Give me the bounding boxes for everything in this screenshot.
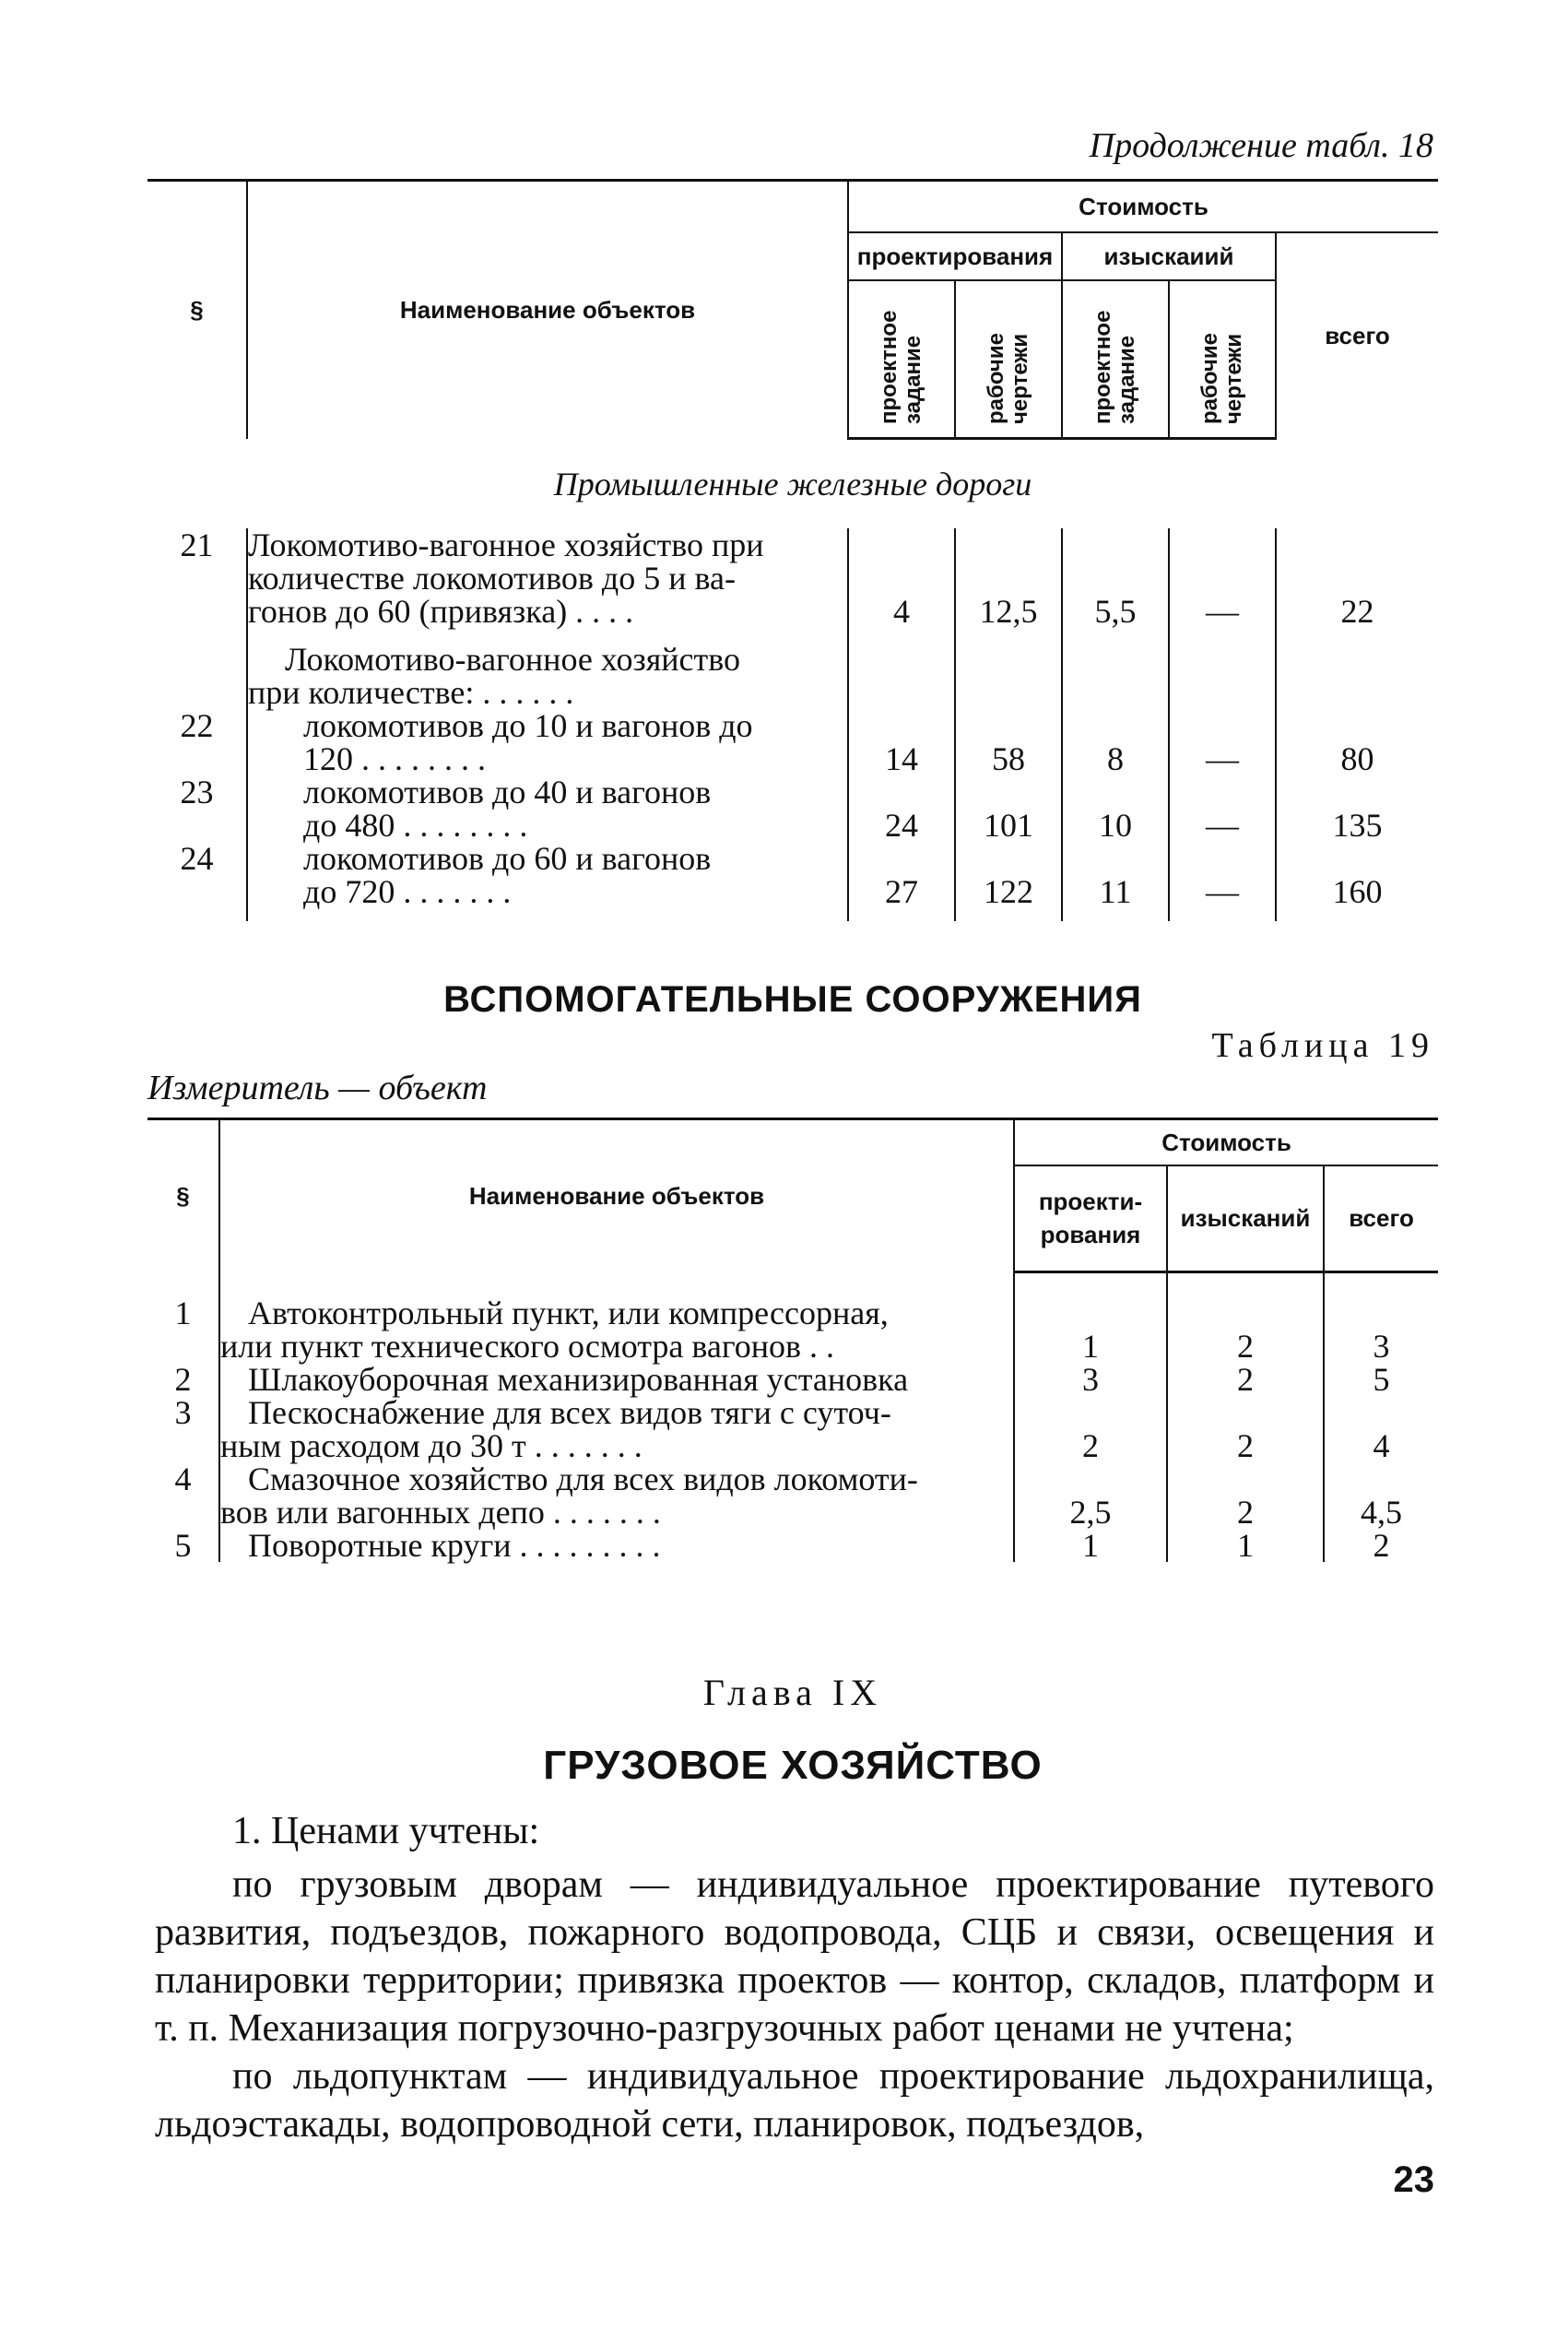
- name-line: Локомотиво-вагонное хозяйство: [285, 641, 740, 678]
- header-survey-drawings: рабочие чертежи: [1197, 332, 1246, 424]
- table-row: [147, 775, 1438, 842]
- cell-design-task: 24: [848, 775, 955, 842]
- cell-total: 4,5: [1324, 1462, 1438, 1529]
- header-cost: Стоимость: [1014, 1119, 1438, 1165]
- name-line: вов или вагонных депо . . . . . . .: [220, 1493, 661, 1531]
- object-name: [219, 1393, 1014, 1464]
- name-line: Поворотные круги . . . . . . . . .: [248, 1526, 661, 1564]
- cell-design: 3: [1014, 1363, 1167, 1396]
- header-total: всего: [1324, 1165, 1438, 1272]
- header-paragraph: §: [147, 181, 247, 439]
- row-number: 23: [180, 774, 214, 810]
- cell-survey-drawings: —: [1169, 775, 1276, 842]
- name-line: Автоконтрольный пункт, или компрессорная,: [248, 1294, 889, 1331]
- section-title: Промышленные железные дороги: [553, 466, 1032, 503]
- cell-survey: 1: [1167, 1529, 1324, 1562]
- cell-total: 4: [1324, 1396, 1438, 1462]
- table-row: [147, 1396, 1438, 1462]
- row-number: 24: [180, 840, 214, 877]
- row-number: 5: [174, 1526, 192, 1564]
- name-line: 120 . . . . . . . .: [303, 740, 486, 777]
- table-row: [147, 1529, 1438, 1562]
- cell-survey-task: 5,5: [1062, 528, 1169, 628]
- header-design-drawings: рабочие чертежи: [984, 332, 1032, 424]
- header-design-task: проектное задание: [877, 310, 925, 424]
- cell-survey-drawings: —: [1169, 528, 1276, 628]
- cell-survey: 2: [1167, 1296, 1324, 1363]
- cell-design: 2,5: [1014, 1462, 1167, 1529]
- table-19: [147, 1118, 1438, 1562]
- cell-total: 2: [1324, 1529, 1438, 1562]
- cell-design-drawings: 58: [955, 709, 1062, 775]
- table-row: [147, 842, 1438, 908]
- cell-total: 135: [1276, 775, 1438, 842]
- table-18: [147, 179, 1438, 921]
- paragraph: 1. Ценами учтены:: [232, 1810, 540, 1852]
- object-name: [219, 1296, 1014, 1363]
- cell-total: 5: [1324, 1363, 1438, 1396]
- table-19-label: Таблица 19: [1211, 1026, 1434, 1065]
- object-name: [247, 709, 848, 775]
- object-name: [247, 775, 848, 842]
- name-line: локомотивов до 60 и вагонов: [303, 840, 712, 877]
- header-survey: изысканий: [1167, 1165, 1324, 1272]
- cell-design-drawings: 122: [955, 842, 1062, 908]
- table-row: [147, 628, 1438, 709]
- aux-structures-heading: ВСПОМОГАТЕЛЬНЫЕ СООРУЖЕНИЯ: [443, 979, 1142, 1020]
- name-line: ным расходом до 30 т . . . . . . .: [220, 1426, 643, 1464]
- cell-design-drawings: 101: [955, 775, 1062, 842]
- table-continuation-caption: Продолжение табл. 18: [1089, 126, 1433, 165]
- paragraph: по грузовым дворам — индивидуальное проектирование путевого развития, подъездов, пожарного водопровода, СЦБ и связи, освещения и планировки территории; привязка проектов — контор, складов, платформ и т. п. Механизация погрузочно-разгрузочных работ ценами не учтена;: [155, 1863, 1434, 2050]
- row-number: 2: [174, 1360, 192, 1398]
- cell-design-task: 4: [848, 528, 955, 628]
- header-design: проектирования: [848, 232, 1062, 280]
- cell-design: 2: [1014, 1396, 1167, 1462]
- object-name: [247, 528, 848, 628]
- object-name: [219, 1526, 1014, 1564]
- row-number: 21: [180, 526, 214, 563]
- cell-design-task: 27: [848, 842, 955, 908]
- name-line: Смазочное хозяйство для всех видов локомоти-: [248, 1460, 918, 1497]
- chapter-label: Глава IX: [702, 1672, 883, 1713]
- table-row: [147, 1363, 1438, 1396]
- name-line: при количестве: . . . . . .: [248, 674, 574, 711]
- cell-survey-drawings: —: [1169, 709, 1276, 775]
- cell-survey-drawings: —: [1169, 842, 1276, 908]
- table-row: [147, 709, 1438, 775]
- header-cost: Стоимость: [848, 181, 1438, 232]
- measure-unit: Измеритель — объект: [147, 1069, 488, 1107]
- name-line: гонов до 60 (привязка) . . . .: [248, 593, 634, 630]
- paragraph: по льдопунктам — индивидуальное проектирование льдохранилища, льдоэстакады, водопроводной сети, планировок, подъездов,: [155, 2055, 1434, 2146]
- cell-survey-task: 8: [1062, 709, 1169, 775]
- page-number: 23: [1393, 2159, 1434, 2200]
- header-design: проекти-рования: [1014, 1165, 1167, 1272]
- cell-total: 3: [1324, 1296, 1438, 1363]
- name-line: Локомотиво-вагонное хозяйство при: [248, 526, 764, 563]
- name-line: Шлакоуборочная механизированная установка: [248, 1360, 909, 1398]
- name-line: локомотивов до 10 и вагонов до: [303, 707, 753, 744]
- cell-total: 80: [1276, 709, 1438, 775]
- row-number: 1: [174, 1294, 192, 1331]
- header-survey: изыскаиий: [1062, 232, 1276, 280]
- cell-survey: 2: [1167, 1462, 1324, 1529]
- table-row: [147, 528, 1438, 628]
- body-text: [155, 1807, 1434, 2148]
- name-line: количестве локомотивов до 5 и ва-: [248, 560, 736, 597]
- cell-survey: 2: [1167, 1363, 1324, 1396]
- cell-survey-task: 11: [1062, 842, 1169, 908]
- table-row: [147, 1462, 1438, 1529]
- name-line: до 720 . . . . . . .: [303, 873, 512, 910]
- header-survey-task: проектное задание: [1091, 310, 1139, 424]
- object-name: [219, 1360, 1014, 1398]
- cell-design: 1: [1014, 1529, 1167, 1562]
- name-line: или пункт технического осмотра вагонов . .: [220, 1327, 834, 1365]
- header-object-name: Наименование объектов: [219, 1119, 1014, 1272]
- cell-design-task: 14: [848, 709, 955, 775]
- cell-total: 160: [1276, 842, 1438, 908]
- name-line: до 480 . . . . . . . .: [303, 807, 528, 844]
- header-paragraph: §: [147, 1119, 219, 1272]
- row-number: 4: [174, 1460, 192, 1497]
- chapter-title: ГРУЗОВОЕ ХОЗЯЙСТВО: [543, 1743, 1043, 1788]
- table-row: [147, 1296, 1438, 1363]
- row-number: 3: [174, 1393, 192, 1431]
- name-line: локомотивов до 40 и вагонов: [303, 774, 712, 810]
- cell-survey: 2: [1167, 1396, 1324, 1462]
- header-object-name: Наименование объектов: [247, 181, 848, 439]
- object-name: [247, 628, 848, 709]
- name-line: Пескоснабжение для всех видов тяги с суточ-: [248, 1393, 891, 1431]
- header-total: всего: [1276, 232, 1438, 439]
- row-number: [147, 628, 247, 709]
- object-name: [247, 842, 848, 908]
- cell-survey-task: 10: [1062, 775, 1169, 842]
- row-number: 22: [180, 707, 214, 744]
- cell-design-drawings: 12,5: [955, 528, 1062, 628]
- object-name: [219, 1462, 1014, 1529]
- cell-design: 1: [1014, 1296, 1167, 1363]
- cell-total: 22: [1276, 528, 1438, 628]
